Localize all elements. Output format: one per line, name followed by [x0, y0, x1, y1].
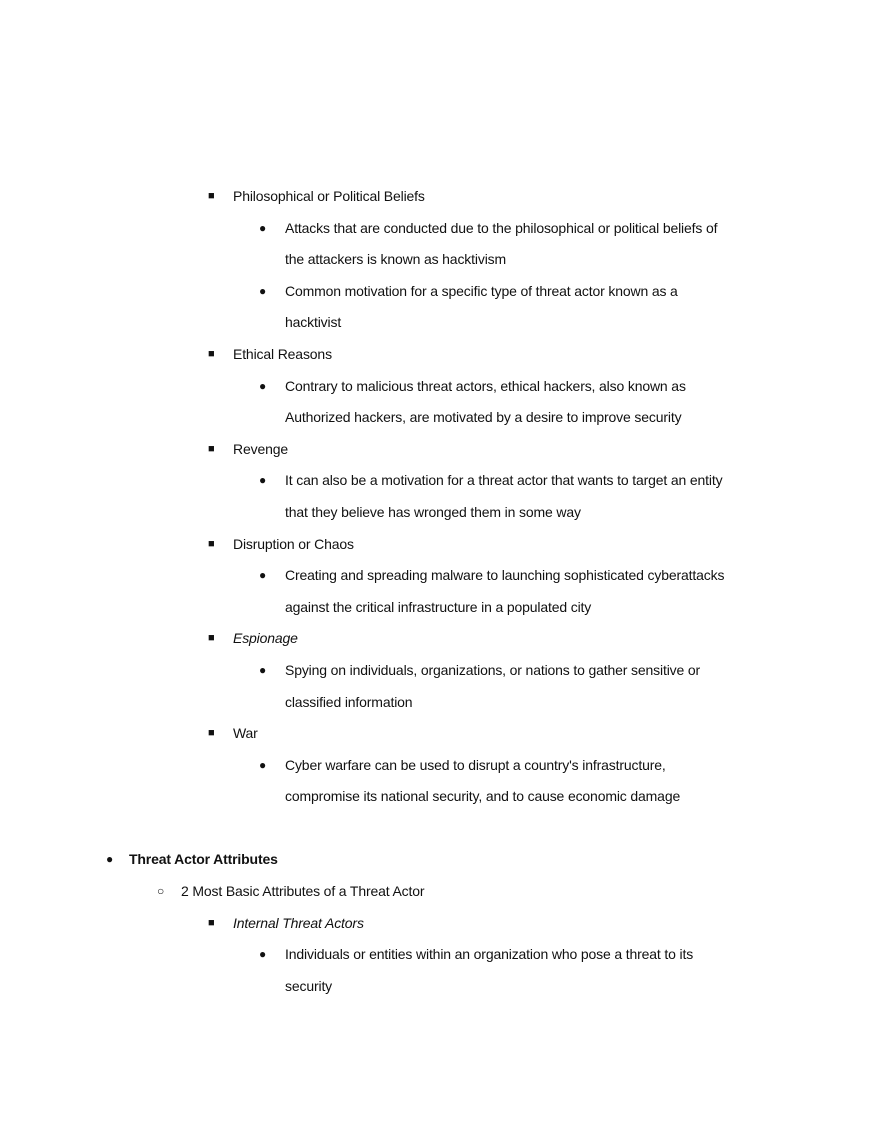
bullet-icon: ●: [259, 947, 267, 962]
bullet-icon: ■: [208, 537, 215, 550]
list-item-line: [0, 623, 880, 655]
list-item-text: Ethical Reasons: [233, 345, 332, 362]
list-item-text: Common motivation for a specific type of threat actor known as a: [285, 282, 678, 299]
list-item-text: Internal Threat Actors: [233, 914, 364, 931]
list-item-line: [0, 718, 880, 750]
list-item-line: [0, 781, 880, 813]
list-item-text: classified information: [285, 693, 413, 710]
list-item-line: [0, 908, 880, 940]
list-item-text: Cyber warfare can be used to disrupt a country's infrastructure,: [285, 756, 666, 773]
bullet-icon: ■: [208, 190, 215, 202]
list-item-text: against the critical infrastructure in a populated city: [285, 598, 592, 615]
list-item-text: Creating and spreading malware to launching sophisticated cyberattacks: [285, 567, 725, 584]
list-item-text: security: [285, 977, 333, 994]
list-item-text: Attacks that are conducted due to the philosophical or political beliefs of: [285, 219, 718, 236]
bullet-icon: ■: [208, 727, 215, 740]
list-item-line: [0, 339, 880, 371]
list-item-line: [0, 497, 880, 529]
list-item-text: Threat Actor Attributes: [129, 851, 278, 868]
list-item-text: Philosophical or Political Beliefs: [233, 188, 425, 204]
list-item-line: [0, 592, 880, 624]
list-item-text: compromise its national security, and to cause economic damage: [285, 788, 681, 805]
list-item-line: [0, 307, 880, 339]
list-item-text: Revenge: [233, 440, 288, 457]
list-item-line: [0, 876, 880, 908]
list-item-text: hacktivist: [285, 314, 342, 331]
bullet-icon: ●: [259, 220, 267, 235]
list-item-text: Disruption or Chaos: [233, 535, 354, 552]
bullet-icon: ●: [259, 283, 267, 298]
list-item-line: [0, 750, 880, 782]
bullet-icon: ■: [208, 347, 215, 360]
bullet-icon: ■: [208, 442, 215, 455]
list-item-text: It can also be a motivation for a threat actor that wants to target an entity: [285, 472, 723, 489]
bullet-icon: ○: [157, 884, 165, 899]
list-item-text: 2 Most Basic Attributes of a Threat Actor: [181, 883, 425, 900]
list-item-text: Espionage: [233, 630, 298, 647]
list-item-line: [0, 560, 880, 592]
list-item-text: War: [233, 725, 258, 742]
list-item-line: [0, 371, 880, 403]
bullet-icon: ●: [259, 473, 267, 488]
list-item-line: [0, 655, 880, 687]
list-item-line: [0, 529, 880, 561]
list-item-line: [0, 687, 880, 719]
spacer: [0, 813, 880, 845]
list-item-line: [0, 971, 880, 1003]
list-item-text: Spying on individuals, organizations, or nations to gather sensitive or: [285, 661, 701, 678]
list-item-text: Contrary to malicious threat actors, ethical hackers, also known as: [285, 377, 686, 394]
bullet-icon: ●: [106, 852, 114, 867]
bullet-icon: ●: [259, 662, 267, 677]
bullet-icon: ●: [259, 378, 267, 393]
list-item-line: [0, 181, 880, 213]
bullet-icon: ●: [259, 757, 267, 772]
list-item-text: Authorized hackers, are motivated by a desire to improve security: [285, 409, 682, 426]
bullet-icon: ■: [208, 632, 215, 645]
list-item-text: Individuals or entities within an organization who pose a threat to its: [285, 946, 694, 963]
list-item-text: the attackers is known as hacktivism: [285, 251, 507, 268]
list-item-line: [0, 213, 880, 245]
list-item-line: [0, 402, 880, 434]
bullet-icon: ■: [208, 916, 215, 929]
list-item-line: [0, 244, 880, 276]
document-body: [0, 181, 880, 1002]
list-item-text: that they believe has wronged them in some way: [285, 503, 581, 520]
list-item-line: [0, 434, 880, 466]
bullet-icon: ●: [259, 568, 267, 583]
list-item-line: [0, 939, 880, 971]
list-item-line: [0, 844, 880, 876]
list-item-line: [0, 465, 880, 497]
list-item-line: [0, 276, 880, 308]
